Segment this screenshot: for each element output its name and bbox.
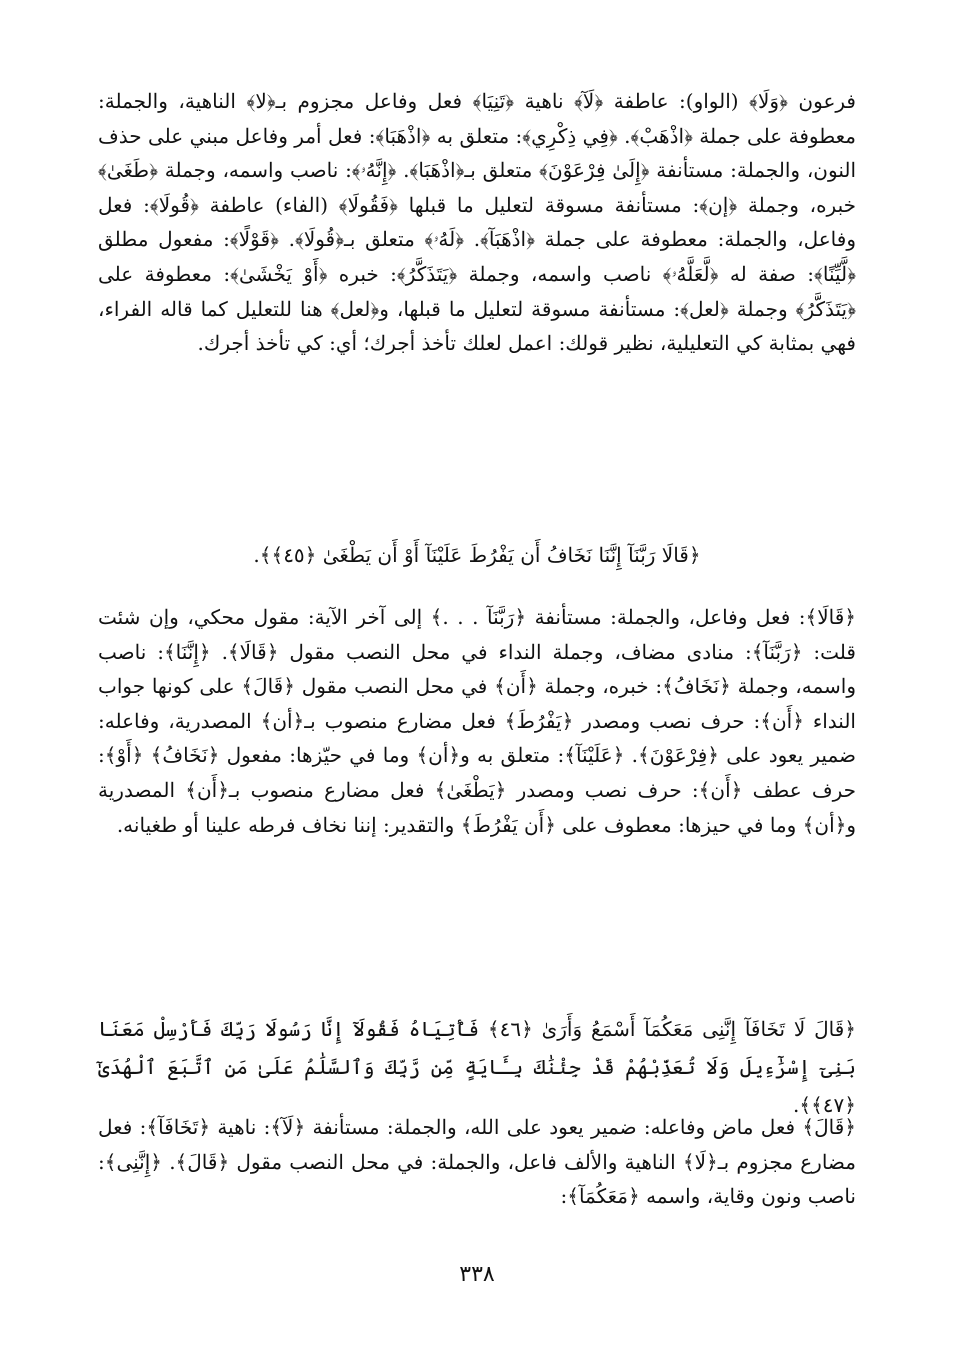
- page-number: ٣٣٨: [459, 1262, 495, 1287]
- commentary-paragraph-2: ﴿قَالَا﴾: فعل وفاعل، والجملة: مستأنفة ﴿رَبَّنَآ . . .﴾ إلى آخر الآية: مقول محكي، وإن شئت قلت: ﴿رَبَّنَآ﴾: منادى مضاف، وجملة النداء في محل النصب مقول ﴿قَالَا﴾. ﴿إِنَّنَا﴾: ناصب واسمه، وجملة ﴿نَخَافُ﴾: خبره، وجملة ﴿أَن﴾ في محل النصب مقول ﴿قَالَ﴾ على كونها جواب النداء ﴿أَن﴾: حرف نصب ومصدر ﴿يَفْرُطَ﴾ فعل مضارع منصوب بـ﴿أن﴾ المصدرية، وفاعله: ضمير يعود على ﴿فِرْعَوْنَ﴾. ﴿عَلَيْنَآ﴾: متعلق به و﴿أن﴾ وما في حيّزها: مفعول ﴿نَخَافُ﴾ ﴿أَوْ﴾: حرف عطف ﴿أَن﴾: حرف نصب ومصدر ﴿يَطْغَىٰ﴾ فعل مضارع منصوب بـ﴿أَن﴾ المصدرية و﴿أن﴾ وما في حيزها: معطوف على ﴿أَن يَفْرُطَ﴾ والتقدير: إننا نخاف فرطه علينا أو طغيانه.: [98, 605, 857, 837]
- commentary-paragraph-3: ﴿قَالَ﴾ فعل ماض وفاعله: ضمير يعود على الله، والجملة: مستأنفة ﴿لَآ﴾: ناهية ﴿تَخَافَآ﴾: فعل مضارع مجزوم بـ﴿لَا﴾ الناهية والألف فاعل، والجملة: في محل النصب مقول ﴿قَالَ﴾. ﴿إِنَّنِى﴾: ناصب ونون وقاية، واسمه ﴿مَعَكُمَآ﴾:: [98, 1115, 856, 1209]
- commentary-paragraph-1: فرعون ﴿وَلَا﴾ (الواو): عاطفة ﴿لَآ﴾ ناهية ﴿تَنِيَا﴾ فعل وفاعل مجزوم بـ﴿لا﴾ الناهية، والجملة: معطوفة على جملة ﴿اذْهَبْ﴾. ﴿فِي ذِكْرِي﴾: متعلق به ﴿اذْهَبَا﴾: فعل أمر وفاعل مبني على حذف النون، والجملة: مستأنفة ﴿إِلَىٰ فِرْعَوْنَ﴾ متعلق بـ﴿اذْهَبَا﴾. ﴿إِنَّهُۥ﴾: ناصب واسمه، وجملة ﴿طَغَىٰ﴾ خبره، وجملة ﴿إن﴾: مستأنفة مسوقة لتعليل ما قبلها ﴿فَقُولَا﴾ (الفاء) عاطفة ﴿قُولَا﴾: فعل وفاعل، والجملة: معطوفة على جملة ﴿اذْهَبَآ﴾. ﴿لَهُۥ﴾ متعلق بـ﴿قُولَا﴾. ﴿قَوْلًا﴾: مفعول مطلق ﴿لَّيِّنًا﴾: صفة له ﴿لَّعَلَّهُۥ﴾ ناصب واسمه، وجملة ﴿يَتَذَكَّرُ﴾: خبره ﴿أَوْ يَخْشَىٰ﴾: معطوفة على ﴿يَتَذَكَّرُ﴾ وجملة ﴿لعل﴾: مستأنفة مسوقة لتعليل ما قبلها، و﴿لعل﴾ هنا للتعليل كما قاله الفراء، فهي بمثابة كي التعليلية، نظير قولك: اعمل لعلك تأخذ أجرك؛ أي: كي تأخذ أجرك.: [98, 89, 856, 356]
- quran-verse-46-47: ﴿قَالَ لَا تَخَافَآ إِنَّنِى مَعَكُمَآ أَسْمَعُ وَأَرَىٰ ﴿٤٦﴾ فَأْتِيَاهُ فَقُولَآ إِنَّا رَسُولَا رَبِّكَ فَأَرْسِلْ مَعَنَا بَنِىٓ إِسْرَٰٓءِيلَ وَلَا تُعَذِّبْهُمْ قَدْ جِئْنَٰكَ بِـَٔايَةٍ مِّن رَّبِّكَ وَٱلسَّلَٰمُ عَلَىٰ مَنِ ٱتَّبَعَ ٱلْهُدَىٰٓ ﴿٤٧﴾﴾.: [98, 1017, 856, 1117]
- quran-verse-45: ﴿قَالَا رَبَّنَآ إِنَّنَا نَخَافُ أَن يَفْرُطَ عَلَيْنَآ أَوْ أَن يَطْغَىٰ ﴿٤٥﴾﴾.: [253, 543, 701, 567]
